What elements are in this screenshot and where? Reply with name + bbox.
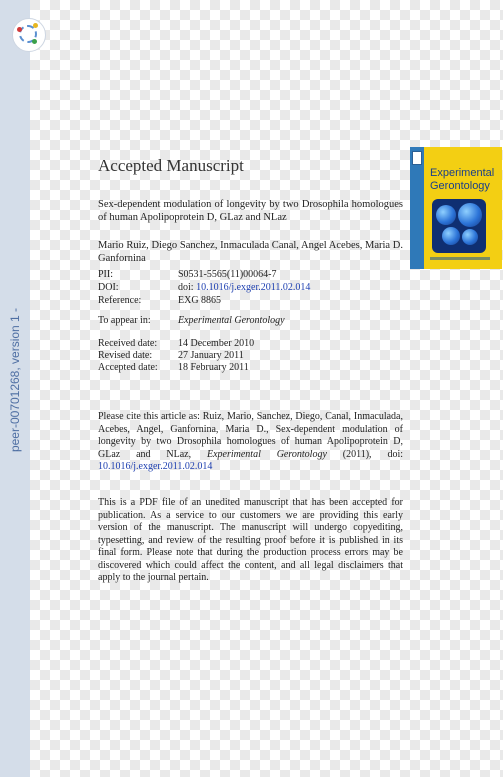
citation-doi-prefix: doi: <box>387 448 403 460</box>
received-label: Received date: <box>98 338 158 349</box>
cover-strip <box>410 147 424 269</box>
repository-sidebar <box>0 0 30 777</box>
doi-value <box>178 281 310 294</box>
citation-year: (2011), <box>342 448 372 460</box>
appear-label: To appear in: <box>98 315 151 326</box>
doi-link[interactable]: 10.1016/j.exger.2011.02.014 <box>196 282 311 293</box>
pii-label: PII: <box>98 269 113 280</box>
accepted-value: 18 February 2011 <box>178 362 249 373</box>
cover-artwork <box>432 199 486 253</box>
article-authors: Mario Ruiz, Diego Sanchez, Inmaculada Canal, Angel Acebes, Maria D. Ganfornina <box>98 240 403 264</box>
cover-journal-title: Experimental Gerontology <box>430 167 495 192</box>
reference-value: EXG 8865 <box>178 295 222 306</box>
pii-value: S0531-5565(11)00064-7 <box>178 269 277 280</box>
repository-id: peer-00701268, version 1 - <box>8 307 22 453</box>
article-title: Sex-dependent modulation of longevity by two Drosophila homologues of human Apolipoprotein D, GLaz and NLaz <box>98 199 403 223</box>
citation-lead: Please cite this article as: Ruiz, Mario, Sanchez, Diego, Canal, Inmaculada, Acebes, Angel, Ganfornina, Maria D., Sex-dependent modulation of longevity by two Drosophila homologues of human Apolipoprotein D, GLaz and NLaz, <box>98 411 403 460</box>
doi-prefix: doi: <box>178 282 194 293</box>
reference-label: Reference: <box>98 295 142 306</box>
revised-value: 27 January 2011 <box>178 350 244 361</box>
appear-value: Experimental Gerontology <box>178 315 285 326</box>
revised-label: Revised date: <box>98 350 153 361</box>
doi-label: DOI: <box>98 282 119 293</box>
received-value: 14 December 2010 <box>178 338 255 349</box>
disclaimer-notice: This is a PDF file of an unedited manuscript that has been accepted for publication. As a service to our customers we are providing this early version of the manuscript. The manuscript will undergo copyediting, typesetting, and review of the resulting proof before it is published in its final form. Please note that during the production process errors may be discovered which could affect the content, and all legal disclaimers that apply to the journal pertain. <box>98 497 403 583</box>
cover-footer-rule <box>430 257 490 260</box>
citation-doi-link[interactable]: 10.1016/j.exger.2011.02.014 <box>98 461 213 472</box>
accepted-label: Accepted date: <box>98 362 158 373</box>
citation-journal: Experimental Gerontology <box>206 448 327 460</box>
hal-logo-icon <box>12 18 46 52</box>
page-title: Accepted Manuscript <box>98 156 244 175</box>
journal-cover <box>410 147 502 269</box>
journal-publisher-logo-icon <box>412 151 422 165</box>
citation-text <box>98 411 403 474</box>
